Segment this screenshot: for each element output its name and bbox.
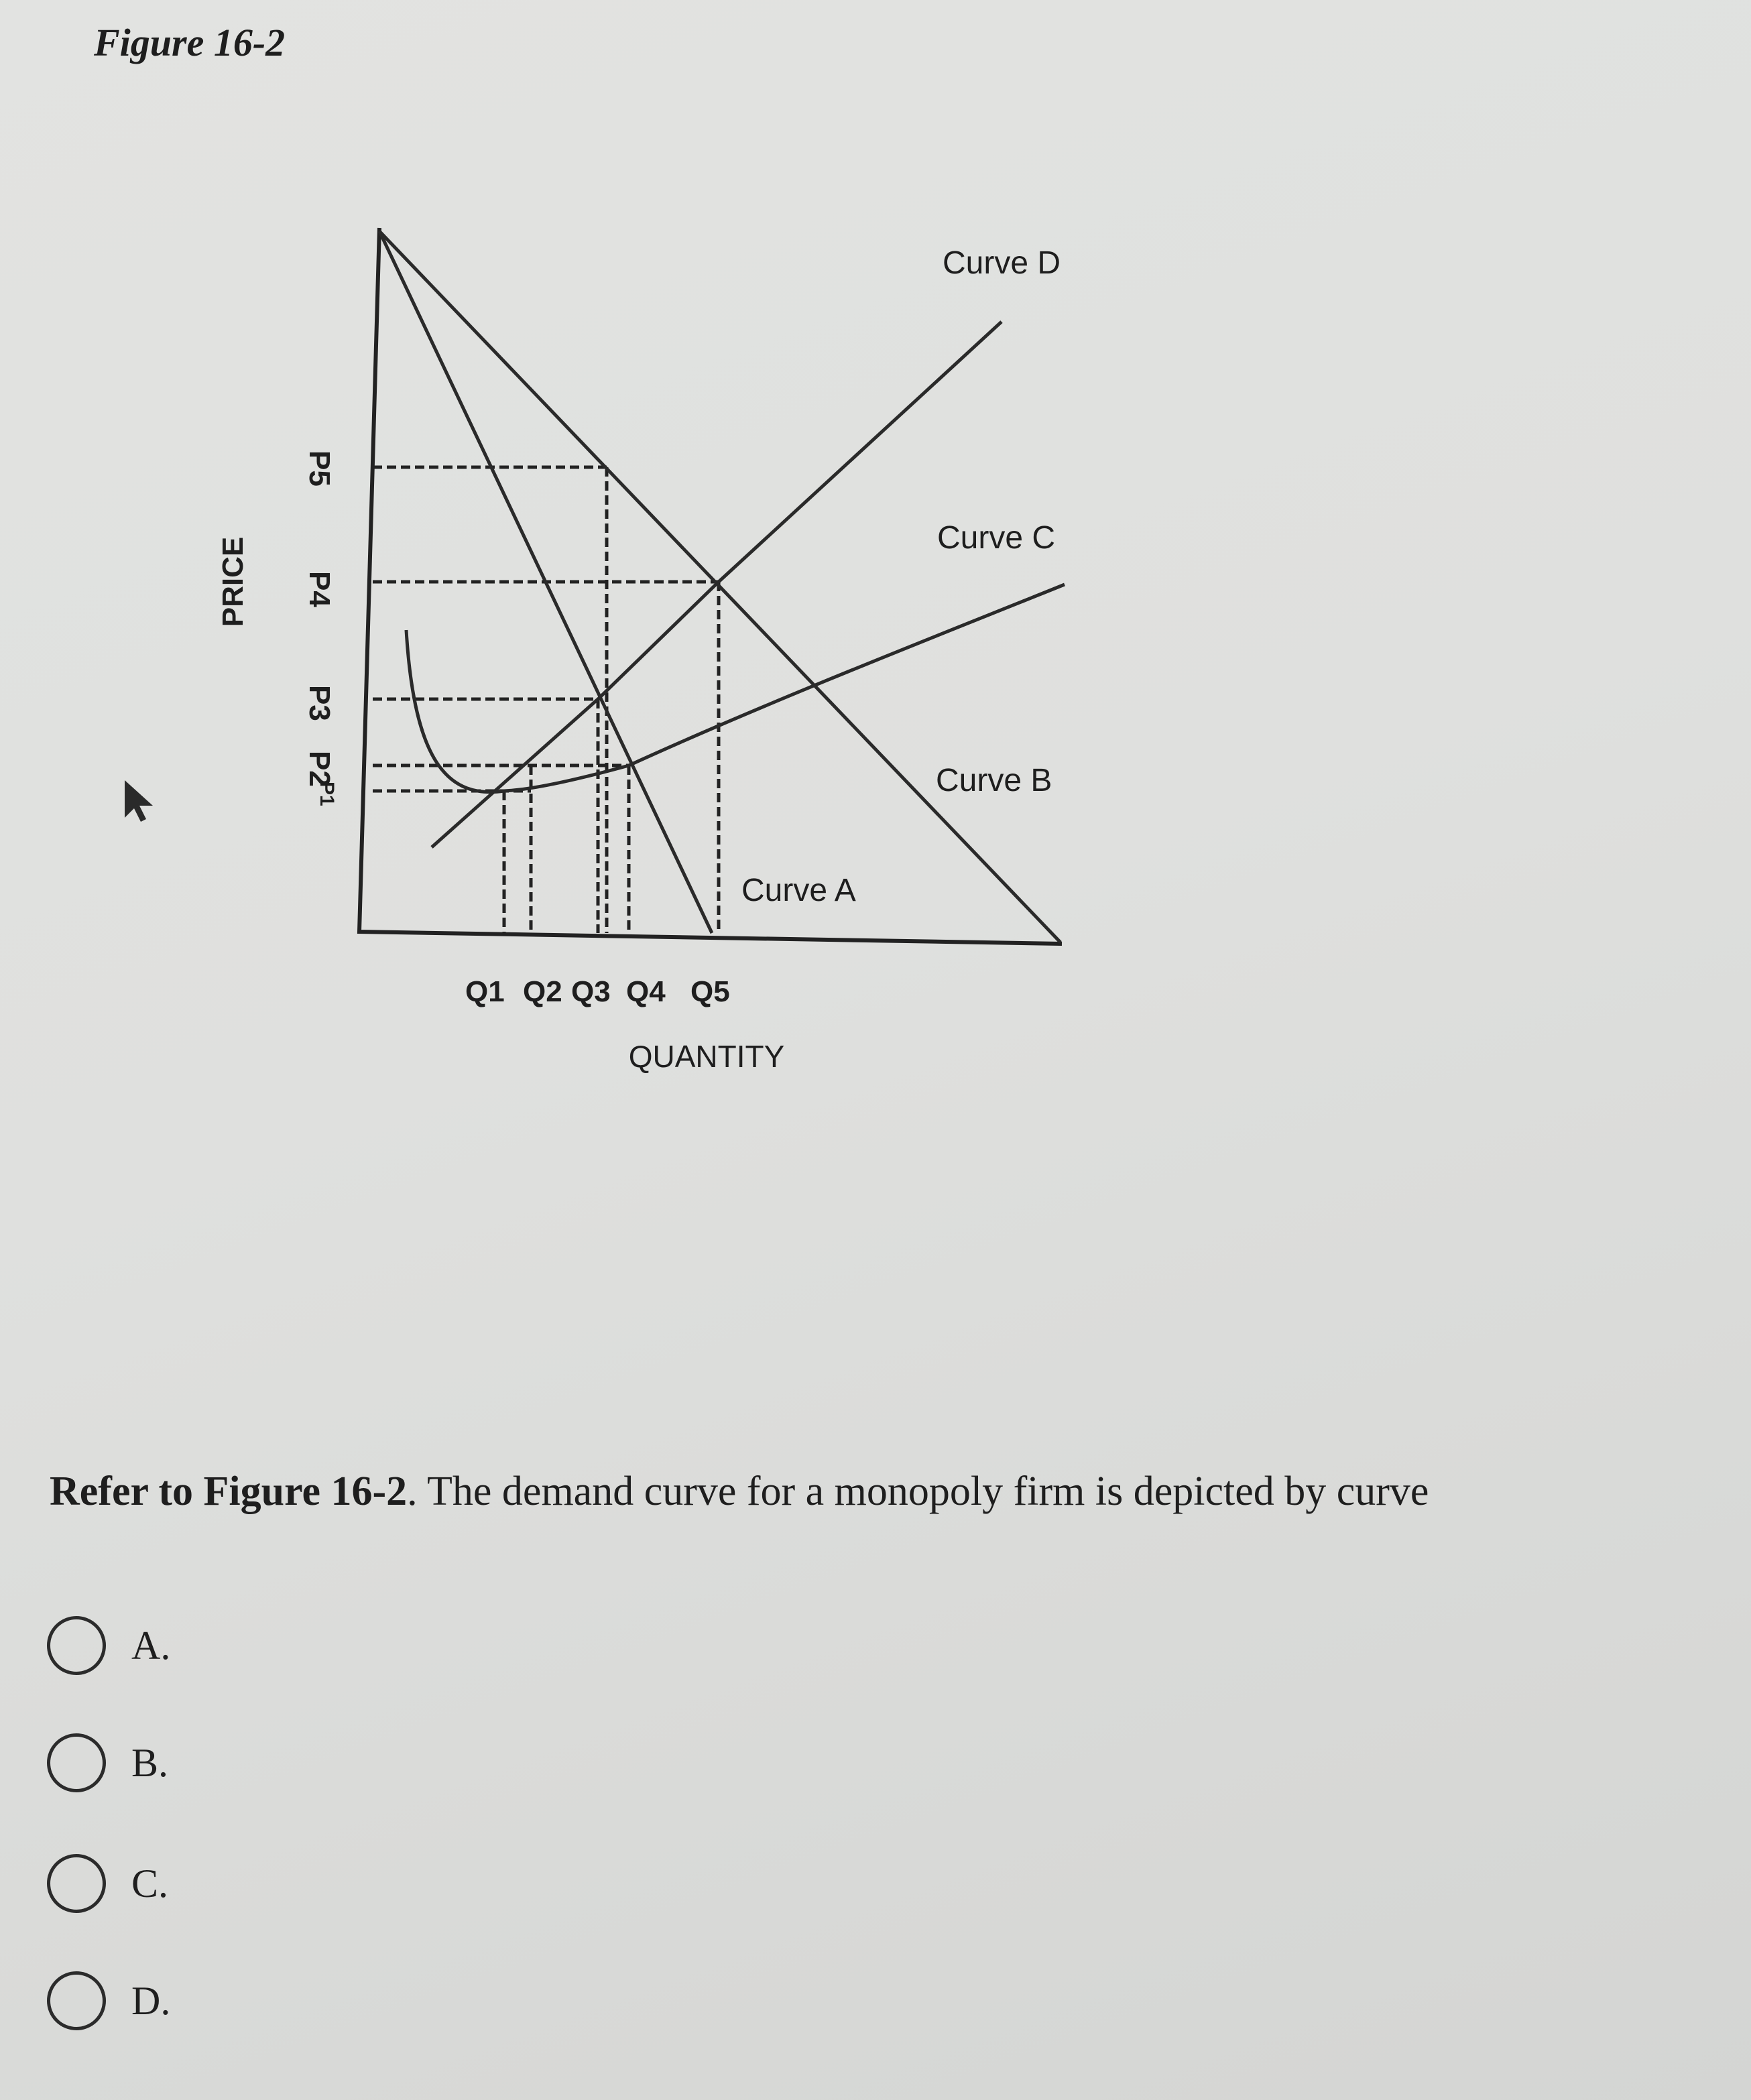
y-tick-p2: P2 — [303, 751, 336, 787]
y-tick-p5: P5 — [303, 450, 336, 487]
option-b-label: B. — [131, 1740, 169, 1785]
x-tick-q3: Q3 — [571, 975, 611, 1008]
x-tick-q5: Q5 — [690, 975, 730, 1008]
chart-dashed-guides — [373, 467, 719, 933]
x-axis-label: QUANTITY — [628, 1039, 785, 1074]
option-c[interactable] — [47, 1847, 315, 1920]
curve-c-line — [406, 584, 1065, 792]
radio-button-d[interactable] — [47, 1971, 106, 2030]
option-a-label: A. — [131, 1623, 171, 1668]
chart-axes — [359, 228, 1062, 944]
radio-button-c[interactable] — [47, 1854, 106, 1913]
option-b[interactable] — [47, 1726, 315, 1800]
curve-d-line — [432, 322, 1002, 847]
figure-title: Figure 16-2 — [94, 21, 286, 64]
option-c-label: C. — [131, 1861, 169, 1906]
y-tick-p4: P4 — [303, 571, 336, 607]
x-tick-q2: Q2 — [523, 975, 562, 1008]
x-tick-q1: Q1 — [465, 975, 505, 1008]
radio-button-b[interactable] — [47, 1733, 106, 1792]
axes-lines — [359, 228, 1062, 944]
option-d-label: D. — [131, 1978, 171, 2023]
radio-button-a[interactable] — [47, 1616, 106, 1675]
curve-d-label: Curve D — [943, 245, 1061, 281]
y-axis-label: PRICE — [217, 536, 249, 627]
figure-reference: Refer to Figure 16-2 — [50, 1469, 408, 1514]
curve-a-label: Curve A — [741, 873, 856, 908]
x-tick-q4: Q4 — [626, 975, 666, 1008]
curve-b-label: Curve B — [936, 763, 1052, 798]
curve-c-label: Curve C — [937, 520, 1056, 556]
option-d[interactable] — [47, 1964, 315, 2038]
question-text — [50, 1468, 1726, 1516]
question-body: . The demand curve for a monopoly firm is depicted by curve — [407, 1469, 1429, 1514]
option-a[interactable] — [47, 1609, 315, 1682]
y-tick-p3: P3 — [303, 685, 336, 721]
y-tick-p1: P1 — [316, 782, 338, 806]
